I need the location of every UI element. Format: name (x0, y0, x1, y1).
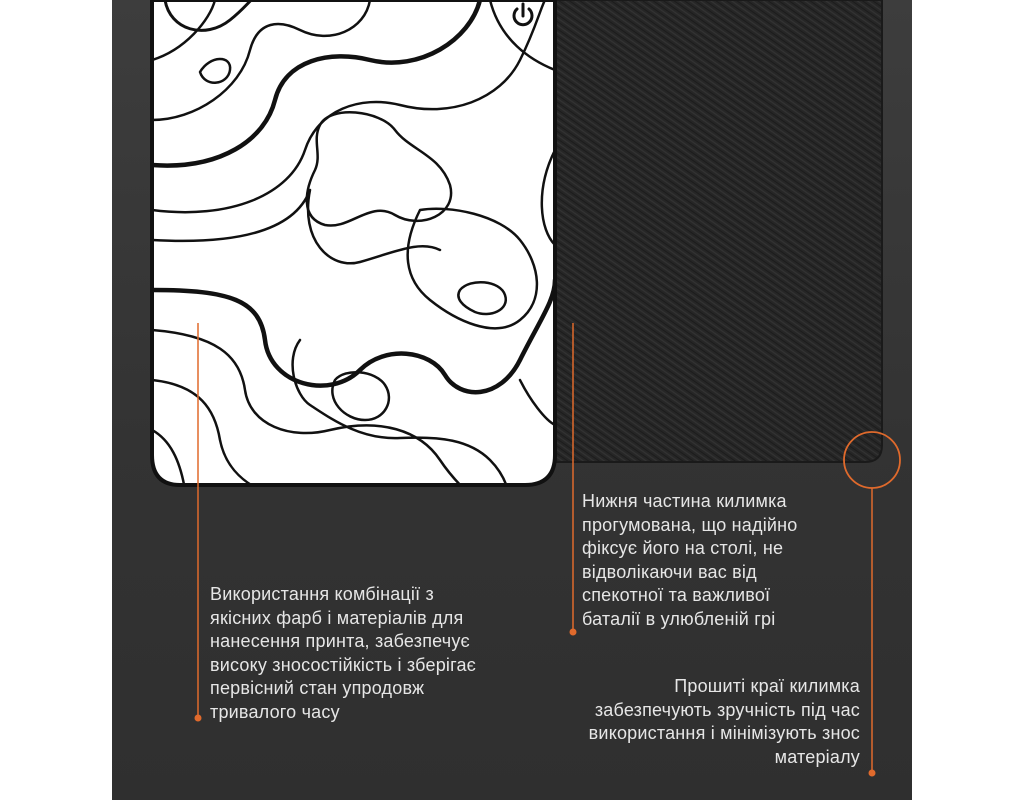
caption-line: використання і мінімізують знос (588, 723, 860, 743)
stitched-edges-caption (520, 675, 860, 769)
print-quality-caption (210, 583, 540, 724)
caption-line: нанесення принта, забезпечує (210, 631, 470, 651)
caption-line: прогумована, що надійно (582, 514, 798, 535)
caption-line: якісних фарб і матеріалів для (210, 607, 464, 628)
caption-line: фіксує його на столі, не (582, 538, 784, 558)
mat-print (152, 0, 555, 490)
caption-line: первісний стан упродовж (210, 678, 425, 698)
caption-line: відволікаючи вас від (582, 561, 757, 582)
caption-line: забезпечують зручність під час (594, 699, 860, 720)
rubber-base-caption (582, 490, 852, 631)
caption-line: матеріалу (774, 746, 860, 767)
caption-line: спекотної та важливої (582, 585, 771, 605)
caption-line: Нижня частина килимка (582, 491, 787, 511)
caption-line: Використання комбінації з (210, 584, 434, 604)
mat-underside (540, 0, 882, 462)
caption-line: баталії в улюбленій грі (582, 608, 776, 629)
caption-line: Прошиті краї килимка (674, 676, 860, 696)
caption-line: тривалого часу (210, 701, 340, 722)
caption-line: високу зносостійкість і зберігає (210, 654, 477, 675)
